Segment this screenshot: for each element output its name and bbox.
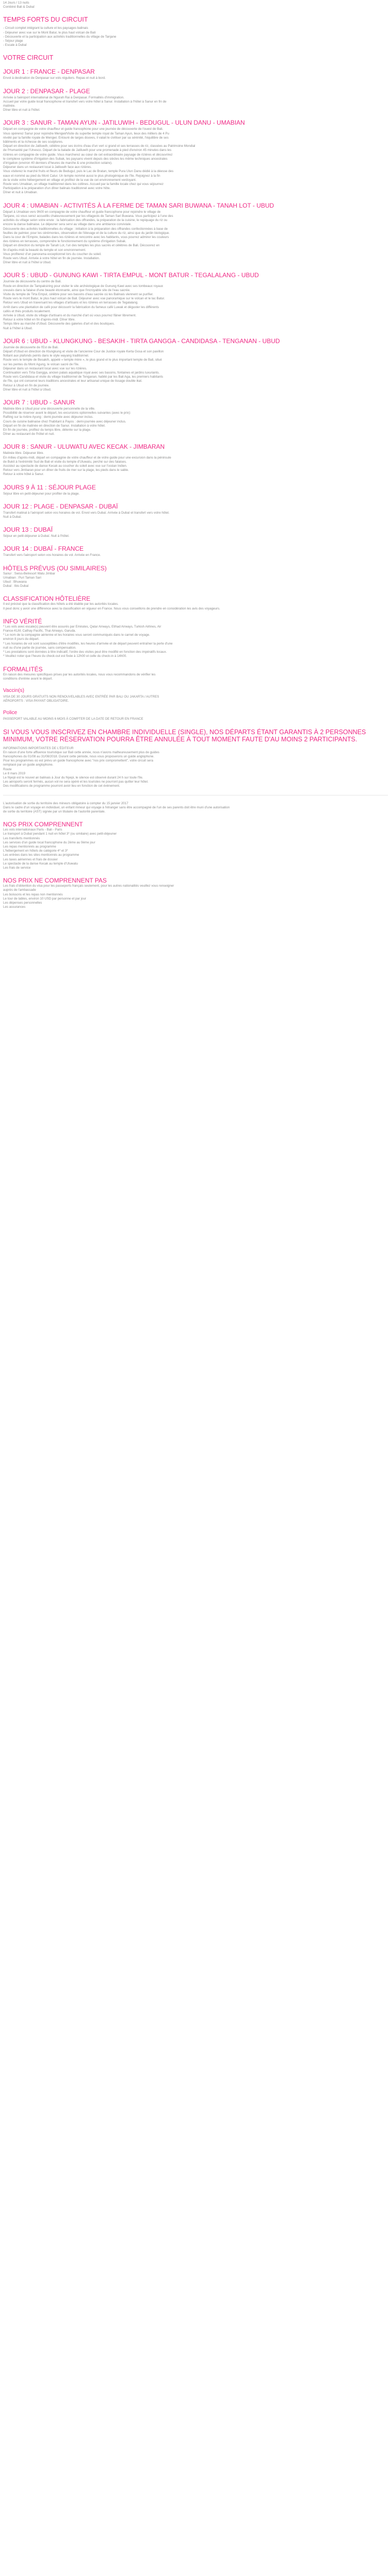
day-line: Matinée libre à Ubud pour une découverte personnelle de la ville. <box>3 407 95 411</box>
day-line: sur les pentes du Mont Agung, le volcan sacré de l'île. <box>3 362 79 366</box>
day-line: Vous opérerez Sanur pour rejoindre Mengwi/Visite du superbe temple royal de Taman Ayun, lieux des milliers de 4 Pu <box>3 131 169 135</box>
day-title: JOUR 1 : FRANCE - DENPASAR <box>3 68 95 76</box>
day-list <box>3 68 388 557</box>
day-line: Route vers Umabian, un village traditionnel dans les collines. Accueil par la famille locale chez qui vous séjournez <box>3 182 164 187</box>
day-title: JOUR 12 : PLAGE - DENPASAR - DUBAÏ <box>3 502 118 510</box>
day-line: Participation à la préparation d'un dîner balinais traditionnel avec votre hôte. <box>3 187 111 191</box>
day-line: Départ en compagnie de votre chauffeur et guide francophone pour une journée de découverte de l'ouest de Bali. <box>3 127 164 131</box>
day-line: de Bukit à l'extrémité Sud de Bali et visite du temple d'Uluwatu, perché sur des falaises. <box>3 460 127 464</box>
single-room-line: francophones du 01/08 au 31/08/2018. Durant cette période, nous vous proposerons un guide anglophone. <box>3 754 155 758</box>
day-title: JOUR 7 : UBUD - SANUR <box>3 399 75 406</box>
day-block <box>3 484 388 496</box>
day-description <box>3 511 388 519</box>
excluded-section <box>3 877 388 909</box>
day-line: flottant aux plafonds peints dans le style wayang traditionnel. <box>3 354 89 358</box>
day-line: Arrêt dans une plantation de café pour découvrir la fabrication du fameux café Luwak et déguster les différents <box>3 305 159 309</box>
excluded-item: Les frais d'obtention du visa pour les passeports français seulement, pour les autres nationalités veuillez vous renseigner <box>3 884 174 888</box>
highlight-item: - Découverte et la participation aux activités traditionnelles du village de Tanjane <box>3 35 117 39</box>
day-block <box>3 202 388 265</box>
day-line: Séjour libre en petit-déjeuner pour profiter de la plage. <box>3 492 80 496</box>
day-line: Accueil par votre guide local francophone et transfert vers votre hôtel à Sanur. Installation à l'hôtel à Sanur en fin de <box>3 99 167 104</box>
day-block <box>3 337 388 392</box>
day-description <box>3 346 388 392</box>
formalities-line: En raison des mesures spécifiques prises par les autorités locales, nous vous recommandons de vérifier les <box>3 672 156 676</box>
hotels-list <box>3 572 388 589</box>
day-block <box>3 399 388 436</box>
single-room-line: Des modifications de programme pourront avoir lieu en fonction de cet événement. <box>3 784 120 788</box>
info-line: * Les prestations sont données à titre indicatif, l'ordre des visites peut être modifié en fonction des impératifs locaux. <box>3 650 167 654</box>
day-line: Découverte des activités traditionnelles du village : initiation à la préparation des offrandes confectionnées à base de <box>3 227 168 231</box>
excluded-item: Les boissons et les repas non mentionnés <box>3 892 63 896</box>
day-line: Visite du temple de Tirta Empul, célèbre pour ses bassins d'eau sacrée où les Balinais viennent se purifier. <box>3 292 154 296</box>
day-line: Route vers Candidasa et visite du village traditionnel de Tenganan, habité par les Bali Aga, les premiers habitants <box>3 375 164 379</box>
itinerary-document <box>3 1 388 909</box>
day-block <box>3 443 388 477</box>
day-description <box>3 76 388 80</box>
day-line: Vous profiterez d'un panorama exceptionnel lors du coucher du soleil. <box>3 252 102 256</box>
classification-body <box>3 602 388 611</box>
included-title: NOS PRIX COMPRENNENT <box>3 821 83 828</box>
police-section <box>3 710 388 721</box>
day-line: Rafting sur la rivière Ayung : demi-journée avec déjeuner inclus. <box>3 415 93 419</box>
formalities-section <box>3 666 388 681</box>
day-line: de l'Humanité par l'Unesco. Départ de la balade de Jatiluwih pour une promenade à pied d'environ 45 minutes dans les <box>3 148 172 152</box>
hotel-item: Umabian : Puri Taman Sari <box>3 575 41 580</box>
day-title: JOUR 14 : DUBAÏ - FRANCE <box>3 545 84 553</box>
day-line: révélé par la famille royale de Mengwi. Entouré de larges douves, il valait le civiliser par sa sérénité, l'équilibre de ses <box>3 135 169 140</box>
minor-note-line: de sortie du territoire (AST) signée par un titulaire de l'autorité parentale. <box>3 809 106 814</box>
your-circuit-section <box>3 54 388 61</box>
day-title: JOURS 9 À 11 : SÉJOUR PLAGE <box>3 483 96 491</box>
day-line: Départ d'Ubud en direction de Klungkung et visite de l'ancienne Cour de Justice royale Kerta Gosa et son pavillon <box>3 349 164 353</box>
info-title: INFO VÉRITÉ <box>3 617 42 625</box>
day-line: Retour à Ubud en fin de journée. <box>3 383 50 387</box>
day-line: bâtiments et la richesse de ses sculptures. <box>3 140 63 144</box>
day-line: Retour à votre hôtel à Sanur. <box>3 472 44 477</box>
info-line: * Le nom de la compagnie aérienne et les horaires vous seront communiqués dans le carnet de voyage. <box>3 633 150 637</box>
classification-line: Il peut donc y avoir une différence avec la classification en vigueur en France. Nous vous conseillons de prendre en considération les avis des voyageurs. <box>3 606 220 611</box>
highlights-section <box>3 16 388 47</box>
day-description <box>3 96 388 113</box>
day-description <box>3 492 388 496</box>
day-line: de la visite votre hébergement en village et profitez de la vue de cet environnement verdoyant. <box>3 178 137 182</box>
included-item: Les vols internationaux Paris - Bali - Paris <box>3 828 62 832</box>
included-item: Les entrées dans les sites mentionnés au programme <box>3 853 79 857</box>
day-line: Transfert vers l'aéroport selon vos horaires de vol. Arrivée en France. <box>3 553 101 557</box>
included-item: Les transferts mentionnés <box>3 836 40 840</box>
day-line: Déjeuner dans un restaurant local avec vue sur les rizières. <box>3 366 87 370</box>
day-line: Vous visiterez le marché fruits et fleurs de Bedugul, puis le Lac de Bratan, temple Pura Ulun Danu dédié à la déesse des <box>3 170 174 174</box>
info-section <box>3 618 388 659</box>
day-line: Journée de découverte de l'Est de Bali. <box>3 345 59 349</box>
minor-note-line: L'autorisation de sortie du territoire des mineurs obligatoire à compter du 15 janvier 2017 <box>3 801 128 805</box>
day-line: Dîner libre et nuit à l'hôtel. <box>3 108 40 112</box>
classification-title: CLASSIFICATION HÔTELIÈRE <box>3 595 91 603</box>
day-description <box>3 553 388 557</box>
day-line: Départ en direction du temple de Tanah Lot, l'un des temples les plus sacrés et célèbres de Bali. Découvrez en <box>3 244 160 248</box>
included-item: L'hébergement en hôtels de catégorie 4* et 3* <box>3 849 68 853</box>
day-line: rizières en compagnie de votre guide. Vous marcherez au cœur de cet extraordinaire paysage de rizières et découvrirez <box>3 152 173 157</box>
hotels-title: HÔTELS PRÉVUS (OU SIMILAIRES) <box>3 564 107 572</box>
day-line: fin d'après-midi la beauté du temple et son environnement. <box>3 248 86 252</box>
day-line: matinée. <box>3 104 15 108</box>
day-line: Route vers Ubud. Arrivée à votre hôtel en fin de journée. Installation. <box>3 256 100 260</box>
day-description <box>3 407 388 436</box>
day-line: Arrivée à Ubud, visite du village d'artisans et du marché d'art où vous pourrez flâner librement. <box>3 313 137 317</box>
day-line: Dîner libre et nuit à l'hôtel à Ubud. <box>3 261 52 265</box>
day-line: Départ en fin de matinée en direction de Sanur. Installation à votre hôtel. <box>3 423 106 428</box>
formalities-title: FORMALITÉS <box>3 665 43 673</box>
single-room-line: Le 8 mars 2019 <box>3 771 25 775</box>
day-line: Déjeuner dans un restaurant local à Jatiluwih face aux rizières. <box>3 165 92 170</box>
info-line: environ 8 jours du départ. <box>3 637 40 641</box>
police-line: PASSEPORT VALABLE AU MOINS 6 MOIS À COMPTER DE LA DATE DE RETOUR EN FRANCE <box>3 717 143 721</box>
day-line: Route vers le mont Batur, le plus haut volcan de Bali. Déjeuner avec vue panoramique sur le volcan et le lac Batur. <box>3 297 165 301</box>
day-description <box>3 451 388 477</box>
info-line: * Les horaires de vol sont susceptibles d'être modifiés, les heures d'arrivée et de départ peuvent entraîner la perte d'une <box>3 641 173 646</box>
trip-header <box>3 1 388 9</box>
day-line: Départ à Umabian vers 9h00 en compagnie de votre chauffeur et guide francophone pour rejoindre le village de <box>3 210 161 214</box>
day-description <box>3 280 388 330</box>
day-line: Route en direction de Tampaksiring pour visiter le site archéologique de Gunung Kawi avec ses tombeaux royaux <box>3 284 164 288</box>
classification-section <box>3 595 388 611</box>
hotel-item: Ubud : Bhuwana <box>3 580 27 584</box>
day-title: JOUR 8 : SANUR - ULUWATU AVEC KECAK - JIMBARAN <box>3 443 165 451</box>
day-line: le complexe système d'irrigation des Subak, les paysans vivent depuis des siècles les même techniques ancestrales <box>3 157 168 161</box>
day-title: JOUR 4 : UMABIAN - ACTIVITÉS À LA FERME DE TAMAN SARI BUWANA - TANAH LOT - UBUD <box>3 201 274 209</box>
day-line: Retour à votre hôtel en fin d'après-midi. Dîner libre. <box>3 318 76 322</box>
vaccines-line: VISA DE 30 JOURS GRATUITS NON RENOUVELABLES AVEC ENTRÉE PAR BALI OU JAKARTA / AUTRES <box>3 694 159 699</box>
info-body <box>3 625 388 659</box>
day-line: Transfert matinal à l'aéroport selon vos horaires de vol. Envol vers Dubaï. Arrivée à Dubaï et transfert vers votre hôtel. <box>3 511 170 515</box>
day-line: Journée de découverte du centre de Bali. <box>3 280 62 284</box>
day-line: cafés et thés produits localement. <box>3 309 51 313</box>
day-line: Dans la cour de l'Empire, balades dans les rizières et rencontre avec les habitants, vous pourrez admirer les couleurs <box>3 235 169 239</box>
trip-duration: 14 Jours / 13 nuits <box>3 1 29 5</box>
day-line: Possibilité de réserver avant le départ, les excursions optionnelles suivantes (avec le prix): <box>3 411 131 415</box>
day-title: JOUR 2 : DENPASAR - PLAGE <box>3 87 90 95</box>
day-description <box>3 534 388 538</box>
excluded-item: Le tour de tables, environ 10 USD par personne et par jour <box>3 896 86 901</box>
classification-line: Il est précisé que la classification des hôtels a été établie par les autorités locales. <box>3 602 119 606</box>
day-line: de l'île, qui ont conservé leurs traditions ancestrales et leur artisanat unique de tissage double ikat. <box>3 379 142 383</box>
day-line: Matinée libre. Déjeuner libre. <box>3 451 44 455</box>
day-block <box>3 68 388 80</box>
day-line: encore la danse balinaise. Le déjeuner sera servi au village dans une ambiance conviviale. <box>3 223 132 227</box>
single-room-line: Les aéroports seront fermés, aucun vol ne sera opéré et les touristes ne pourront pas quitter leur hôtel. <box>3 780 149 784</box>
police-body <box>3 717 388 721</box>
info-line: * Veuillez noter que l'heure du check-out est fixée à 12h00 et celle du check-in à 14h00. <box>3 654 127 658</box>
day-line: Retour vers Ubud en traversant les villages d'artisans et les rizières en terrasses de Tegalalang. <box>3 301 139 305</box>
included-item: Les frais de service <box>3 866 31 870</box>
day-description <box>3 127 388 195</box>
police-title: Police <box>3 710 18 716</box>
highlight-item: - Séjour plage <box>3 39 23 43</box>
day-description <box>3 210 388 265</box>
vaccines-body <box>3 695 388 703</box>
single-room-line: INFORMATIONS IMPORTANTES DE L'ÉDITEUR <box>3 746 74 750</box>
day-title: JOUR 3 : SANUR - TAMAN AYUN - JATILUWIH - BEDUGUL - ULUN DANU - UMABIAN <box>3 119 245 127</box>
info-line: nuit ou d'une partie de journée, sans compensation. <box>3 646 76 650</box>
hotel-item: Sanur : Swiss-Belresort Watu Jimbar <box>3 571 55 575</box>
excluded-title: NOS PRIX NE COMPRENNENT PAS <box>3 877 107 885</box>
included-item: Les services d'un guide local francophone du 2ème au 9ème jour <box>3 840 95 844</box>
day-block <box>3 272 388 330</box>
day-block <box>3 88 388 113</box>
day-line: Dîner et nuit à Umabian. <box>3 191 38 195</box>
day-line: Nuit à Dubaï. <box>3 515 22 519</box>
vaccines-line: AÉROPORTS : VISA PAYANT OBLIGATOIRE. <box>3 699 69 703</box>
day-title: JOUR 5 : UBUD - GUNUNG KAWI - TIRTA EMPUL - MONT BATUR - TEGALALANG - UBUD <box>3 272 259 279</box>
highlight-item: - Escale à Dubaï <box>3 43 27 47</box>
info-line: France-KLM, Cathay Pacific, Thai Airways, Garuda. <box>3 629 76 633</box>
hotel-item: Dubaï : Ibis Dubaï <box>3 584 29 588</box>
single-room-section <box>3 728 388 789</box>
day-line: eaux et nommé au pied du Mont Catur. Un temple nommé aussi le plus photogénique de l'île. Rejoignez à la fin <box>3 174 160 178</box>
single-room-line: remplacé par un guide anglophone. <box>3 763 54 767</box>
your-circuit-title: VOTRE CIRCUIT <box>3 54 54 62</box>
single-room-line: Route <box>3 767 12 771</box>
day-line: creusés dans la falaise d'une beauté étonnante, ainsi que l'incroyable site de l'eau sacrée. <box>3 288 131 292</box>
single-room-title: SI VOUS VOUS INSCRIVEZ EN CHAMBRE INDIVIDUELLE (SINGLE), NOS DÉPARTS ÉTANT GARANTIS À 2 PERSONNES MINIMUM, VOTRE RÉSERVATION POURRA ÊTRE ANNULÉE À TOUT MOMENT FAUTE D'AU MOINS 2 PARTICIPANTS. <box>3 728 366 743</box>
single-room-line: Pour les programmes où est prévu un guide francophone avec "nos prix compromettent", votre circuit sera <box>3 759 153 763</box>
vaccines-section <box>3 688 388 703</box>
included-item: Les repas mentionnés au programme <box>3 844 56 849</box>
day-line: feuilles de palmier, pour les cérémonies, observation de l'élevage et de la culture du riz, ainsi que du jardin biologique. <box>3 231 170 235</box>
day-block <box>3 119 388 195</box>
day-title: JOUR 13 : DUBAÏ <box>3 526 53 534</box>
highlights-title: TEMPS FORTS DU CIRCUIT <box>3 16 88 24</box>
day-line: Dîner au restaurant de l'hôtel et nuit. <box>3 432 55 436</box>
single-room-line: En raison d'une forte affluence touristique sur Bali cette année, nous n'avons malheureusement plus de guides <box>3 750 159 754</box>
highlight-item: - Circuit complet intégrant la culture et les paysages balinais <box>3 26 88 30</box>
day-line: En fin de journée, profitez du temps libre, détente sur la plage. <box>3 428 91 432</box>
day-line: Dîner libre et nuit à l'hôtel à Ubud. <box>3 387 52 392</box>
excluded-item: auprès de l'ambassade <box>3 888 36 892</box>
excluded-item: Les dépenses personnelles <box>3 901 42 905</box>
minor-authorization-note <box>3 802 388 815</box>
day-line: Route vers le temple de Besakih, appelé « temple mère », le plus grand et le plus important temple de Bali, situé <box>3 358 162 362</box>
day-line: Assistez au spectacle de danse Kecak au coucher du soleil avec vue sur l'océan Indien. <box>3 464 127 468</box>
single-room-body <box>3 747 388 789</box>
day-line: Temps libre au marché d'Ubud. Découverte des galeries d'art et des boutiques. <box>3 322 115 326</box>
day-line: Séjour en petit-déjeuner à Dubaï. Nuit à l'hôtel. <box>3 534 70 538</box>
day-line: Continuation vers Tirta Gangga, ancien palais aquatique royal avec ses bassins, fontaines et jardins luxuriants. <box>3 370 160 375</box>
single-room-line: Le Nyepi est le nouvel an balinais à Jour du Nyepi, le silence est observé durant 24 h sur toute l'île. <box>3 775 143 779</box>
excluded-item: Les assurances <box>3 905 26 909</box>
day-block <box>3 545 388 557</box>
trip-name: Combiné Bali & Dubaï <box>3 5 35 9</box>
day-line: Départ en direction de Jatiluwih, célèbre pour ses écrins d'eau d'un vert si grand et ses terrasses de riz, classées au Patrimoine Mondial <box>3 144 196 148</box>
day-line: Tanjane, où vous serez accueillis chaleureusement par les villageois de Taman Sari Buwana. Vous participez à l'une des <box>3 214 173 218</box>
day-line: d'irrigation (environ 40 derniers d'heures de marche & une protection solaire). <box>3 161 112 165</box>
day-line: activités du village selon votre envie : la fabrication des offrandes, la préparation de la cuisine, le repiquage du riz ou <box>3 218 168 223</box>
day-line: Cours de cuisine balinaise chez l'habitant à Payos : demi-journée avec déjeuner inclus. <box>3 419 126 423</box>
info-line: * Les vols avec escale(s) peuvent être assurés par Emirates, Qatar Airways, Etihad Airways, Turkish Airlines, Air <box>3 624 161 629</box>
included-section <box>3 821 388 870</box>
highlights-list <box>3 26 388 47</box>
day-block <box>3 526 388 538</box>
included-item: Le transport à Dubaï pendant 1 nuit en hôtel 3* (ou similaire) avec petit-déjeuner <box>3 832 117 836</box>
day-line: Retour vers Jimbaran pour un dîner de fruits de mer sur la plage, les pieds dans le sable. <box>3 468 129 472</box>
hotels-section <box>3 565 388 589</box>
minor-note-line: Dans le cadre d'un voyage en individuel, un enfant mineur qui voyage à l'étranger sans être accompagné de l'un de ses parents doit être muni d'une autorisation <box>3 805 230 809</box>
day-line: Arrivée à l'aéroport international de Ngurah Rai à Denpasar. Formalités d'immigration. <box>3 95 124 99</box>
vaccines-title: Vaccin(s) <box>3 687 24 693</box>
day-line: Envol à destination de Denpasar sur vols réguliers. Repas et nuit à bord. <box>3 76 106 80</box>
day-title: JOUR 6 : UBUD - KLUNGKUNG - BESAKIH - TIRTA GANGGA - CANDIDASA - TENGANAN - UBUD <box>3 337 280 345</box>
formalities-body <box>3 673 388 681</box>
included-item: Les taxes aériennes et frais de dossier <box>3 857 58 861</box>
day-line: En milieu d'après-midi, départ en compagnie de votre chauffeur et de votre guide pour une excursion dans la péninsule <box>3 455 171 460</box>
included-list <box>3 828 388 870</box>
formalities-line: conditions d'entrée avant le départ. <box>3 676 53 681</box>
excluded-list <box>3 884 388 909</box>
day-line: des rizières en terrasses, comprendre le fonctionnement du système d'irrigation Subak. <box>3 240 126 244</box>
highlight-item: - Déjeuner avec vue sur le Mont Batur, le plus haut volcan de Bali <box>3 30 96 35</box>
included-item: Le spectacle de la danse Kecak au temple d'Uluwatu <box>3 861 78 866</box>
day-block <box>3 503 388 519</box>
day-line: Nuit à l'hôtel à Ubud. <box>3 326 33 330</box>
